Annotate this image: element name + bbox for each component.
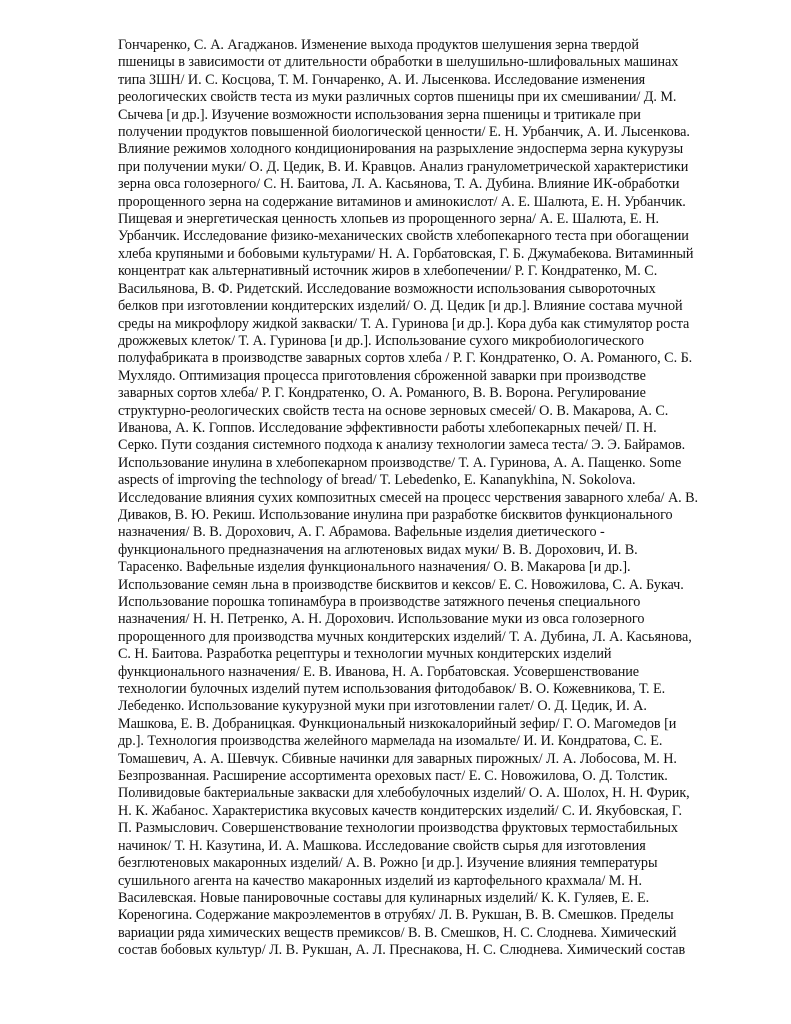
text-line: Исследование влияния сухих композитных смесей на процесс черствения заварного хлеба/ А. В. — [118, 489, 699, 506]
text-line: Безпрозванная. Расширение ассортимента ореховых паст/ Е. С. Новожилова, О. Д. Толстик. — [118, 768, 668, 785]
text-line: Гончаренко, С. А. Агаджанов. Изменение выхода продуктов шелушения зерна твердой — [118, 37, 639, 53]
text-line: технологии булочных изделий путем использования фитодобавок/ В. О. Кожевникова, Т. Е. — [118, 681, 666, 698]
text-line: Васильянова, В. Ф. Ридетский. Исследование возможности использования сывороточных — [118, 280, 656, 297]
text-line: начинок/ Т. Н. Казутина, И. А. Машкова. Исследование свойств сырья для изготовления — [118, 837, 646, 854]
text-line: Кореногина. Содержание макроэлементов в отрубях/ Л. В. Рукшан, В. В. Смешков. Пределы — [118, 907, 674, 924]
text-line: зерна овса голозерного/ С. Н. Баитова, Л. А. Касьянова, Т. А. Дубина. Влияние ИК-обработки — [118, 176, 680, 193]
text-line: функционального предназначения на аглютеновых видах муки/ В. В. Дорохович, И. В. — [118, 541, 638, 558]
text-line: среды на микрофлору жидкой закваски/ Т. А. Гуринова [и др.]. Кора дуба как стимулятор роста — [118, 315, 690, 332]
text-line: получении продуктов повышенной биологической ценности/ Е. Н. Урбанчик, А. И. Лысенкова. — [118, 124, 690, 141]
text-line: Диваков, В. Ю. Рекиш. Использование инулина при разработке бисквитов функционального — [118, 506, 673, 523]
text-line: Иванова, А. К. Гоппов. Исследование эффективности работы хлебопекарных печей/ П. Н. — [118, 419, 657, 436]
text-line: пророщенного зерна на содержание витаминов и аминокислот/ А. Е. Шалюта, Е. Н. Урбанчик. — [118, 193, 686, 210]
text-line: Н. К. Жабанос. Характеристика вкусовых качеств кондитерских изделий/ С. И. Якубовская, Г. — [118, 802, 682, 819]
text-line: С. Н. Баитова. Разработка рецептуры и технологии мучных кондитерских изделий — [118, 646, 612, 663]
text-line: П. Размыслович. Совершенствование технологии производства фруктовых термостабильных — [118, 820, 678, 837]
text-line: дрожжевых клеток/ Т. А. Гуринова [и др.]. Использование сухого микробиологического — [118, 332, 644, 349]
text-line: Томашевич, А. А. Шевчук. Сбивные начинки для заварных пирожных/ Л. А. Лобосова, М. Н. — [118, 750, 677, 767]
text-line: вариации ряда химических веществ премиксов/ В. В. Смешков, Н. С. Слоднева. Химический — [118, 924, 677, 941]
text-line: Использование инулина в хлебопекарном производстве/ Т. А. Гуринова, А. А. Пащенко. Some — [118, 454, 682, 471]
text-line: Использование семян льна в производстве бисквитов и кексов/ Е. С. Новожилова, С. А. Букач. — [118, 576, 684, 593]
text-line: Серко. Пути создания системного подхода к анализу технологии замеса теста/ Э. Э. Байрамов. — [118, 437, 686, 454]
text-line: заварных сортов хлеба/ Р. Г. Кондратенко, О. А. Романюго, В. В. Ворона. Регулирование — [118, 385, 646, 402]
text-line: безглютеновых макаронных изделий/ А. В. Рожно [и др.]. Изучение влияния температуры — [118, 855, 658, 872]
text-line: белков при изготовлении кондитерских изделий/ О. Д. Цедик [и др.]. Влияние состава мучной — [118, 298, 683, 315]
text-line: при получении муки/ О. Д. Цедик, В. И. Кравцов. Анализ гранулометрической характеристики — [118, 158, 689, 175]
text-line: типа ЗШН/ И. С. Косцова, Т. М. Гончаренко, А. И. Лысенкова. Исследование изменения — [118, 71, 646, 88]
text-line: Мухлядо. Оптимизация процесса приготовления сброженной заварки при производстве — [118, 367, 646, 384]
text-line: Лебеденко. Использование кукурузной муки при изготовлении галет/ О. Д. Цедик, И. А. — [118, 698, 647, 715]
text-line: пророщенного для производства мучных кондитерских изделий/ Т. А. Дубина, Л. А. Касьянова, — [118, 628, 692, 645]
text-line: Тарасенко. Вафельные изделия функционального назначения/ О. В. Макарова [и др.]. — [118, 559, 631, 576]
text-line: состав бобовых культур/ Л. В. Рукшан, А. Л. Преснакова, Н. С. Слюднева. Химический состав — [118, 942, 686, 959]
text-line: реологических свойств теста из муки различных сортов пшеницы при их смешивании/ Д. М. — [118, 89, 677, 106]
text-line: концентрат как альтернативный источник жиров в хлебопечении/ Р. Г. Кондратенко, М. С. — [118, 263, 658, 280]
text-line: Поливидовые бактериальные закваски для хлебобулочных изделий/ О. А. Шолох, Н. Н. Фурик, — [118, 785, 690, 802]
text-line: сушильного агента на качество макаронных изделий из картофельного крахмала/ М. Н. — [118, 872, 642, 889]
text-line: Сычева [и др.]. Изучение возможности использования зерна пшеницы и тритикале при — [118, 106, 641, 123]
text-line: Пищевая и энергетическая ценность хлопьев из пророщенного зерна/ А. Е. Шалюта, Е. Н. — [118, 211, 660, 228]
text-line: хлеба крупяными и бобовыми культурами/ Н. А. Горбатовская, Г. Б. Джумабекова. Витаминный — [118, 245, 694, 262]
text-line: назначения/ В. В. Дорохович, А. Г. Абрамова. Вафельные изделия диетического - — [118, 524, 605, 541]
text-line: полуфабриката в производстве заварных сортов хлеба / Р. Г. Кондратенко, О. А. Романюго, С. Б. — [118, 350, 693, 367]
text-line: Машкова, Е. В. Добраницкая. Функциональный низкокалорийный зефир/ Г. О. Магомедов [и — [118, 715, 677, 732]
text-line: Влияние режимов холодного кондиционирования на разрыхление эндосперма зерна кукурузы — [118, 141, 684, 158]
text-line: aspects of improving the technology of bread/ T. Lebedenko, E. Kananykhina, N. Sokolova. — [118, 472, 636, 489]
text-line: Использование порошка топинамбура в производстве затяжного печенья специального — [118, 594, 641, 610]
text-line: пшеницы в зависимости от длительности обработки в шелушильно-шлифовальных машинах — [118, 54, 679, 71]
document-page — [118, 37, 746, 960]
text-line: др.]. Технология производства желейного мармелада на изомальте/ И. И. Кондратова, С. Е. — [118, 733, 663, 750]
text-line: структурно-реологических свойств теста на основе зерновых смесей/ О. В. Макарова, А. С. — [118, 402, 669, 419]
text-line: функционального назначения/ Е. В. Иванова, Н. А. Горбатовская. Усовершенствование — [118, 663, 640, 680]
text-line: назначения/ Н. Н. Петренко, А. Н. Дорохович. Использование муки из овса голозерного — [118, 611, 645, 628]
text-line: Урбанчик. Исследование физико-механических свойств хлебопекарного теста при обогащении — [118, 228, 689, 245]
text-line: Василевская. Новые панировочные составы для кулинарных изделий/ К. К. Гуляев, Е. Е. — [118, 889, 650, 906]
